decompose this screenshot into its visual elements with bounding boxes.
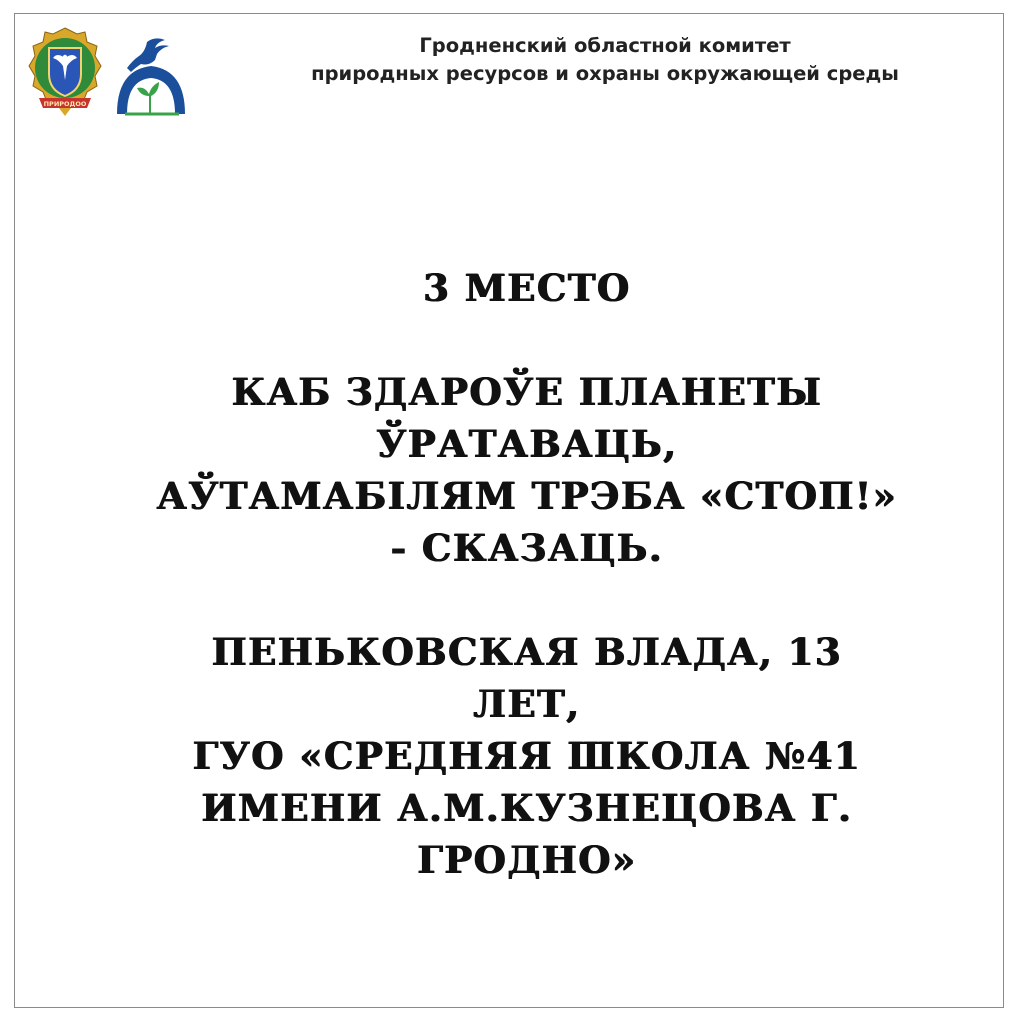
coat-of-arms-emblem-icon [25, 24, 105, 120]
author-line: ГРОДНО» [417, 838, 637, 882]
header-line-2: природных ресурсов и охраны окружающей среды [311, 62, 899, 85]
organization-header [245, 32, 965, 88]
author-line: ГУО «СРЕДНЯЯ ШКОЛА №41 [192, 734, 862, 778]
logos-group [25, 24, 185, 124]
award-text-block [55, 262, 999, 886]
slogan-line: АЎТАМАБІЛЯМ ТРЭБА «СТОП!» [156, 474, 898, 518]
author-line: ПЕНЬКОВСКАЯ ВЛАДА, 13 [211, 630, 843, 674]
slogan-line: КАБ ЗДАРОЎЕ ПЛАНЕТЫ [231, 370, 823, 414]
place-title: 3 МЕСТО [423, 266, 631, 310]
emblem-ribbon-text: ПРИРОДОО [43, 100, 87, 108]
slogan-line: - СКАЗАЦЬ. [390, 526, 664, 570]
slogan-line: ЎРАТАВАЦЬ, [376, 422, 678, 466]
author-line: ИМЕНИ А.М.КУЗНЕЦОВА Г. [201, 786, 853, 830]
header-line-1: Гродненский областной комитет [419, 34, 791, 57]
author-line: ЛЕТ, [473, 682, 581, 726]
eco-committee-logo-icon [111, 34, 193, 118]
page-frame [14, 13, 1004, 1008]
